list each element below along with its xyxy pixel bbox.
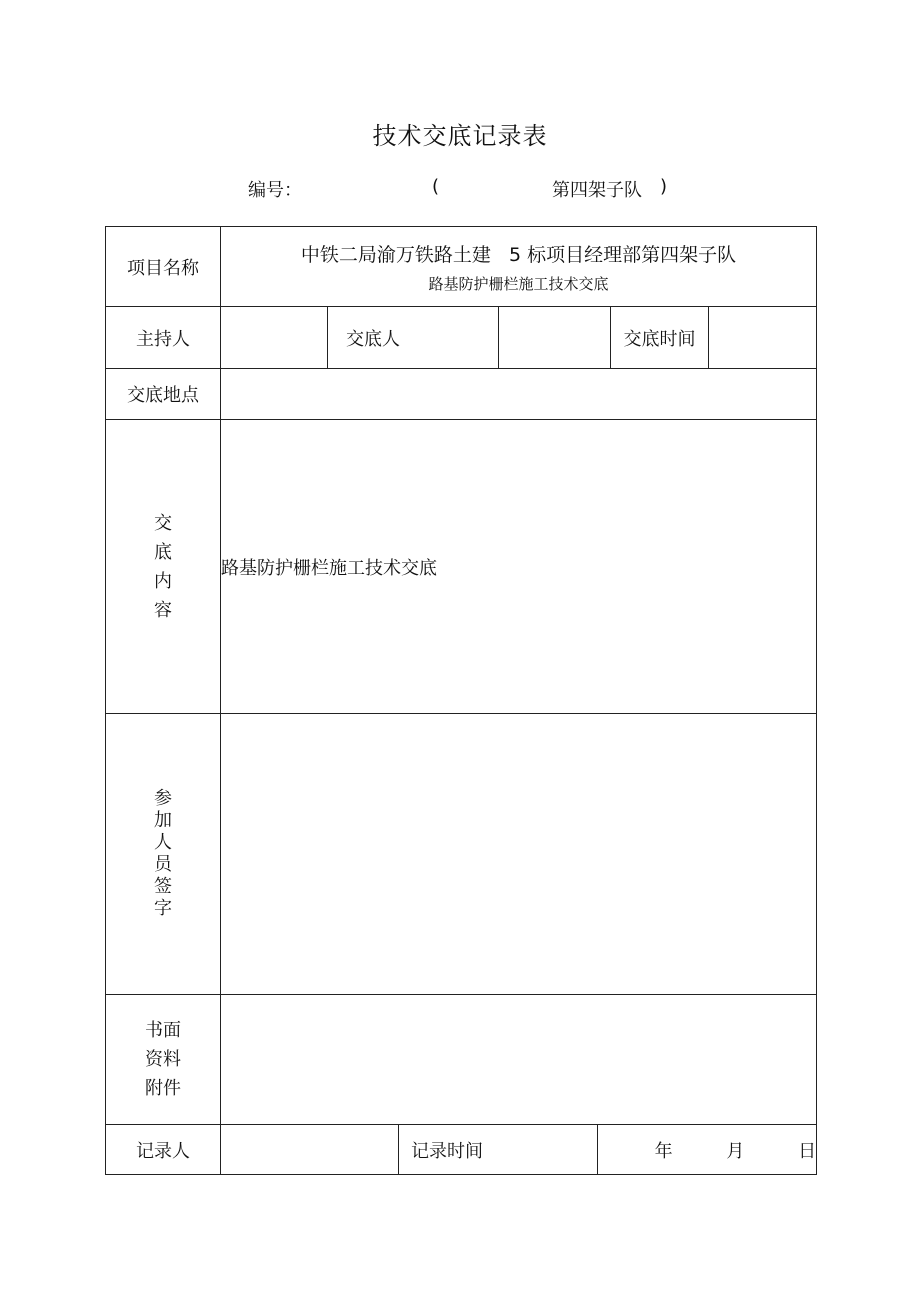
attachments-label <box>106 995 221 1125</box>
attachments-label-line: 资料 <box>145 1049 181 1070</box>
recorder-label: 记录人 <box>106 1125 221 1175</box>
host-field[interactable] <box>221 307 328 369</box>
place-row <box>106 369 817 420</box>
record-date-field[interactable] <box>598 1125 817 1175</box>
attachments-field[interactable] <box>221 995 817 1125</box>
recorder-row <box>106 1125 817 1175</box>
project-name: 中铁二局渝万铁路土建 5 标项目经理部第四架子队 <box>300 243 737 266</box>
place-field[interactable] <box>221 369 817 420</box>
year-label: 年 <box>654 1140 673 1162</box>
content-label-char: 容 <box>154 599 172 621</box>
content-label <box>106 420 221 714</box>
project-subject: 路基防护栅栏施工技术交底 <box>428 274 609 293</box>
presenter-label: 交底人 <box>328 307 499 369</box>
day-label: 日 <box>798 1140 817 1162</box>
participants-label-char: 字 <box>154 898 172 919</box>
recorder-field[interactable] <box>221 1125 399 1175</box>
content-row <box>106 420 817 714</box>
participants-label-char: 员 <box>154 854 172 875</box>
paren-close: ) <box>660 176 668 197</box>
attachments-row <box>106 995 817 1125</box>
participants-label-char: 参 <box>154 788 172 809</box>
paren-open: ( <box>432 176 440 197</box>
participants-label-char: 签 <box>154 876 172 897</box>
host-label: 主持人 <box>106 307 221 369</box>
project-row <box>106 227 817 307</box>
record-time-label <box>399 1125 598 1175</box>
number-label: 编号： <box>248 180 302 201</box>
participants-row <box>106 714 817 995</box>
place-label: 交底地点 <box>106 369 221 420</box>
attachments-label-line: 书面 <box>145 1020 181 1041</box>
attachments-label-line: 附件 <box>145 1078 181 1099</box>
time-label: 交底时间 <box>611 307 709 369</box>
team-name: 第四架子队 <box>552 180 642 201</box>
participants-signature-area[interactable] <box>221 714 817 995</box>
content-label-char: 交 <box>154 512 172 534</box>
time-field[interactable] <box>709 307 817 369</box>
project-label: 项目名称 <box>106 227 221 307</box>
content-label-char: 内 <box>154 570 172 592</box>
content-label-char: 底 <box>154 541 172 563</box>
month-label: 月 <box>726 1140 745 1162</box>
participants-label-char: 加 <box>154 810 172 831</box>
participants-label-char: 人 <box>154 832 172 853</box>
project-cell <box>221 227 817 307</box>
record-time-label-text: 记录时间 <box>411 1140 483 1162</box>
page-title: 技术交底记录表 <box>372 122 548 150</box>
host-row <box>106 307 817 369</box>
participants-label <box>106 714 221 995</box>
record-form-table <box>105 226 817 1175</box>
presenter-field-cell[interactable] <box>499 307 611 369</box>
content-text[interactable]: 路基防护栅栏施工技术交底 <box>221 420 817 714</box>
